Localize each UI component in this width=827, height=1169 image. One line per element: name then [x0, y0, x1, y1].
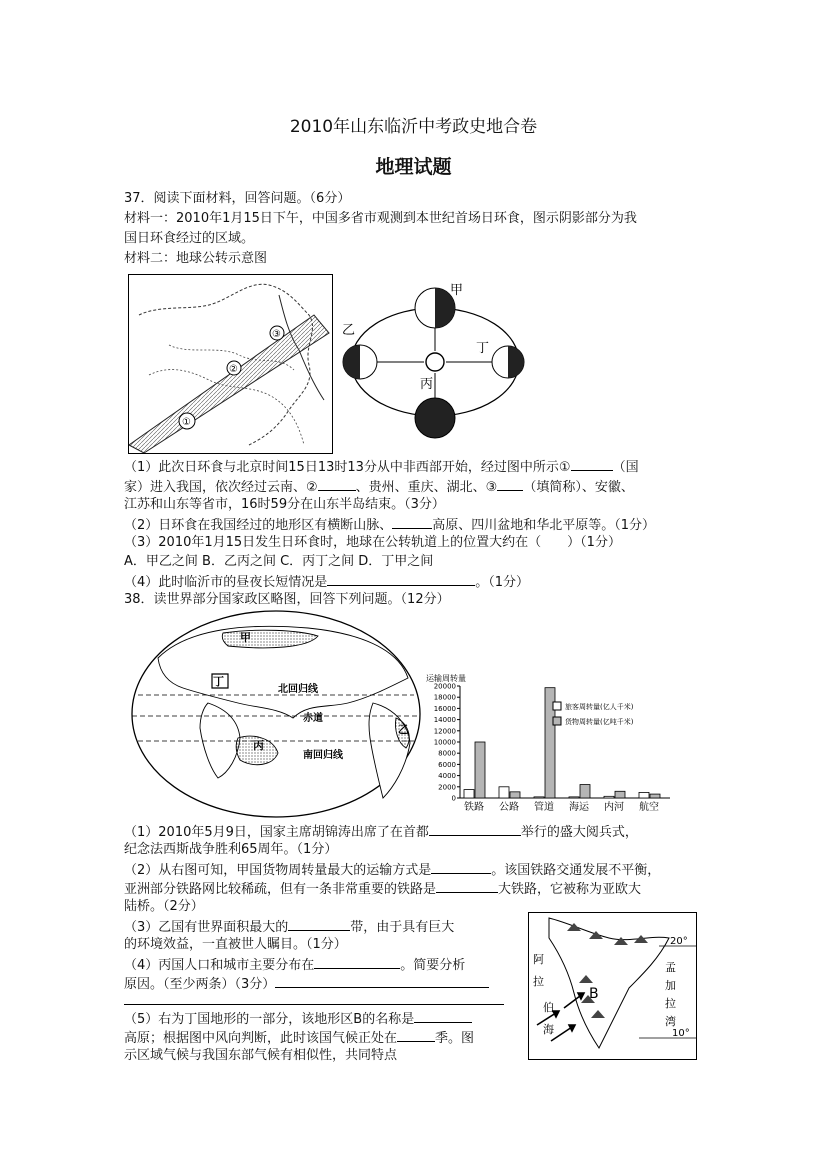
q37-sub1-text-c: 家）进入我国，依次经过云南、② — [124, 480, 318, 495]
legend-freight-label: 货物周转量(亿吨千米) — [565, 718, 634, 726]
earth-bing-icon — [415, 398, 455, 438]
label-equator: 赤道 — [303, 713, 323, 724]
q37-sub4-text-b: 。（1分） — [475, 575, 530, 590]
bar-freight-3 — [580, 785, 590, 798]
orbit-label-jia: 甲 — [450, 283, 464, 298]
q37-blank-2[interactable] — [318, 476, 356, 491]
q38-sub3-text-a: （3）乙国有世界面积最大的 — [124, 920, 289, 935]
legend-freight-swatch — [553, 717, 561, 725]
q38-sub5-text-a: （5）右为丁国地形的一部分，该地形区B的名称是 — [124, 1012, 415, 1027]
q37-sub1-line2 — [124, 476, 634, 497]
arabian-sea-char-4: 海 — [543, 1023, 554, 1036]
lat-20-label: 20° — [670, 936, 688, 947]
legend-passenger-label: 旅客周转量(亿人千米) — [565, 703, 634, 711]
q38-sub3-text-b: 带，由于具有巨大 — [350, 920, 455, 935]
q37-material2: 材料二：地球公转示意图 — [124, 251, 268, 266]
earth-yi-shadow — [343, 345, 360, 379]
x-category-label: 铁路 — [464, 802, 484, 813]
x-category-label: 管道 — [534, 802, 554, 813]
bar-passenger-2 — [534, 797, 544, 798]
q38-blank-2[interactable] — [431, 859, 491, 874]
q37-material1-line1: 材料一：2010年1月15日下午，中国多省市观测到本世纪首场日环食，图示阴影部分为我 — [124, 211, 637, 226]
bar-passenger-5 — [639, 792, 649, 798]
label-bing: 丙 — [253, 739, 264, 752]
india-terrain-map — [528, 912, 697, 1060]
y-tick-label: 16000 — [433, 704, 456, 713]
point-3-label: ③ — [272, 329, 281, 340]
point-1-label: ① — [182, 417, 191, 428]
q38-blank-4[interactable] — [288, 916, 350, 931]
q37-sub2-text-a: （2）日环食在我国经过的地形区有横断山脉、 — [124, 518, 393, 533]
y-tick-label: 18000 — [433, 693, 456, 702]
x-category-label: 航空 — [639, 802, 659, 813]
q37-sub1-line1 — [124, 456, 639, 477]
chart-legend — [553, 702, 634, 726]
q37-sub1-text-e: （填简称）、安徽、 — [523, 480, 634, 495]
q38-sub1-line1 — [124, 821, 638, 842]
q38-sub2-text-c: 亚洲部分铁路网比较稀疏，但有一条非常重要的铁路是 — [124, 882, 437, 897]
bar-passenger-0 — [464, 790, 474, 798]
q37-sub4-text-a: （4）此时临沂市的昼夜长短情况是 — [124, 575, 328, 590]
label-tropic-south: 南回归线 — [303, 750, 343, 761]
q38-sub2-text-a: （2）从右图可知，甲国货物周转量最大的运输方式是 — [124, 863, 432, 878]
y-tick-label: 8000 — [438, 749, 456, 758]
orbit-label-ding: 丁 — [476, 341, 490, 356]
y-tick-label: 20000 — [433, 682, 456, 691]
arabian-sea-char-3: 伯 — [543, 1001, 554, 1014]
q38-sub2-text-d: 大铁路，它被称为亚欧大 — [498, 882, 642, 897]
arabian-sea-char-1: 阿 — [533, 953, 544, 966]
bar-passenger-4 — [604, 796, 614, 798]
lat-10-label: 10° — [672, 1028, 690, 1039]
earth-ding-shadow — [508, 346, 524, 378]
q38-sub1-line2: 纪念法西斯战争胜利65周年。（1分） — [124, 842, 338, 857]
q37-sub1-line3: 江苏和山东等省市，16时59分在山东半岛结束。（3分） — [124, 497, 445, 512]
y-tick-label: 0 — [451, 794, 456, 803]
q38-sub1-text-b: 举行的盛大阅兵式， — [520, 825, 638, 840]
china-map-svg — [129, 275, 332, 453]
q38-blank-8[interactable] — [397, 1027, 435, 1042]
india-map-svg — [529, 913, 696, 1059]
section-title: 地理试题 — [375, 156, 452, 178]
china-eclipse-map — [128, 274, 333, 454]
q37-blank-3[interactable] — [497, 476, 523, 491]
q38-sub4-line2 — [124, 973, 489, 994]
label-ding: 丁 — [213, 675, 224, 688]
q37-material1-line2: 国日环食经过的区域。 — [124, 231, 255, 246]
sun-icon — [426, 353, 444, 371]
label-jia: 甲 — [240, 631, 251, 644]
q37-sub1-text-d: 、贵州、重庆、湖北、③ — [355, 480, 498, 495]
q38-sub4-line1 — [124, 954, 465, 975]
arabian-sea-char-2: 拉 — [533, 975, 544, 988]
x-category-label: 内河 — [604, 802, 624, 813]
q38-blank-7[interactable] — [414, 1008, 472, 1023]
q38-sub2-line3: 陆桥。（2分） — [124, 899, 204, 914]
y-tick-label: 4000 — [438, 772, 456, 781]
x-category-label: 海运 — [569, 802, 589, 813]
q38-sub3-line2: 的环境效益，一直被世人瞩目。（1分） — [124, 937, 347, 952]
bar-freight-4 — [615, 791, 625, 798]
q38-sub4-text-a: （4）丙国人口和城市主要分布在 — [124, 958, 315, 973]
q38-answer-line[interactable] — [124, 1004, 504, 1005]
q38-sub5-line1 — [124, 1008, 472, 1029]
q38-sub3-line1 — [124, 916, 454, 937]
q37-blank-1[interactable] — [571, 456, 613, 471]
q37-blank-4[interactable] — [392, 514, 432, 529]
q37-sub1-text-b: （国 — [612, 460, 639, 475]
earth-orbit-diagram — [338, 278, 528, 454]
q38-blank-6[interactable] — [275, 973, 489, 988]
bengal-bay-char-4: 湾 — [665, 1015, 676, 1028]
orbit-label-yi: 乙 — [342, 323, 356, 338]
eclipse-path-band — [129, 315, 329, 453]
q38-sub5-line2 — [124, 1027, 474, 1048]
y-tick-label: 6000 — [438, 760, 456, 769]
q38-sub5-text-c: 季。图 — [435, 1031, 475, 1046]
q38-blank-3[interactable] — [436, 878, 498, 893]
q38-sub5-line3: 示区域气候与我国东部气候有相似性，共同特点 — [124, 1048, 398, 1063]
label-yi: 乙 — [398, 723, 409, 736]
transport-bar-chart — [420, 670, 680, 818]
q38-sub1-text-a: （1）2010年5月9日，国家主席胡锦涛出席了在首都 — [124, 825, 429, 840]
q38-blank-5[interactable] — [314, 954, 400, 969]
chart-x-labels — [464, 800, 659, 813]
bengal-bay-char-3: 拉 — [665, 997, 676, 1010]
chart-title: 运输周转量 — [426, 674, 466, 683]
y-tick-label: 12000 — [433, 727, 456, 736]
q38-blank-1[interactable] — [429, 821, 521, 836]
bar-freight-0 — [475, 742, 485, 798]
q38-sub2-text-b: 。该国铁路交通发展不平衡， — [491, 863, 661, 878]
q37-stem: 37．阅读下面材料，回答问题。（6分） — [124, 191, 351, 206]
label-tropic-north: 北回归线 — [278, 684, 318, 695]
y-tick-label: 2000 — [438, 783, 456, 792]
q37-sub1-text-a: （1）此次日环食与北京时间15日13时13分从中非西部开始，经过图中所示① — [124, 460, 571, 475]
legend-passenger-swatch — [553, 702, 561, 710]
q37-sub4 — [124, 571, 529, 592]
q37-sub3-options: A．甲乙之间 B．乙丙之间 C．丙丁之间 D．丁甲之间 — [124, 554, 434, 569]
exam-title: 2010年山东临沂中考政史地合卷 — [289, 117, 538, 137]
terrain-b-label: B — [589, 986, 599, 1002]
point-2-label: ② — [229, 364, 238, 375]
q38-sub5-text-b: 高原；根据图中风向判断，此时该国气候正处在 — [124, 1031, 398, 1046]
q38-stem: 38．读世界部分国家政区略图，回答下列问题。（12分） — [124, 592, 450, 607]
world-map — [128, 608, 424, 820]
q37-blank-5[interactable] — [327, 571, 475, 586]
bar-freight-5 — [650, 794, 660, 798]
q38-sub2-line1 — [124, 859, 660, 880]
bar-freight-1 — [510, 792, 520, 798]
q37-sub2-text-b: 高原、四川盆地和华北平原等。（1分） — [432, 518, 656, 533]
q37-sub3: （3）2010年1月15日发生日环食时，地球在公转轨道上的位置大约在（ ）（1分） — [124, 535, 621, 550]
q37-sub2 — [124, 514, 655, 535]
bar-passenger-1 — [499, 787, 509, 798]
bengal-bay-char-2: 加 — [665, 979, 676, 992]
q38-sub4-text-b: 。简要分析 — [400, 958, 466, 973]
bar-passenger-3 — [569, 797, 579, 798]
q38-sub4-text-c: 原因。（至少两条）（3分） — [124, 977, 276, 992]
q38-sub2-line2 — [124, 878, 641, 899]
orbit-label-bing: 丙 — [420, 377, 434, 392]
bengal-bay-char-1: 孟 — [665, 961, 676, 974]
india-peninsula — [549, 918, 669, 1048]
x-category-label: 公路 — [499, 802, 519, 813]
y-tick-label: 10000 — [433, 738, 456, 747]
y-tick-label: 14000 — [433, 716, 456, 725]
